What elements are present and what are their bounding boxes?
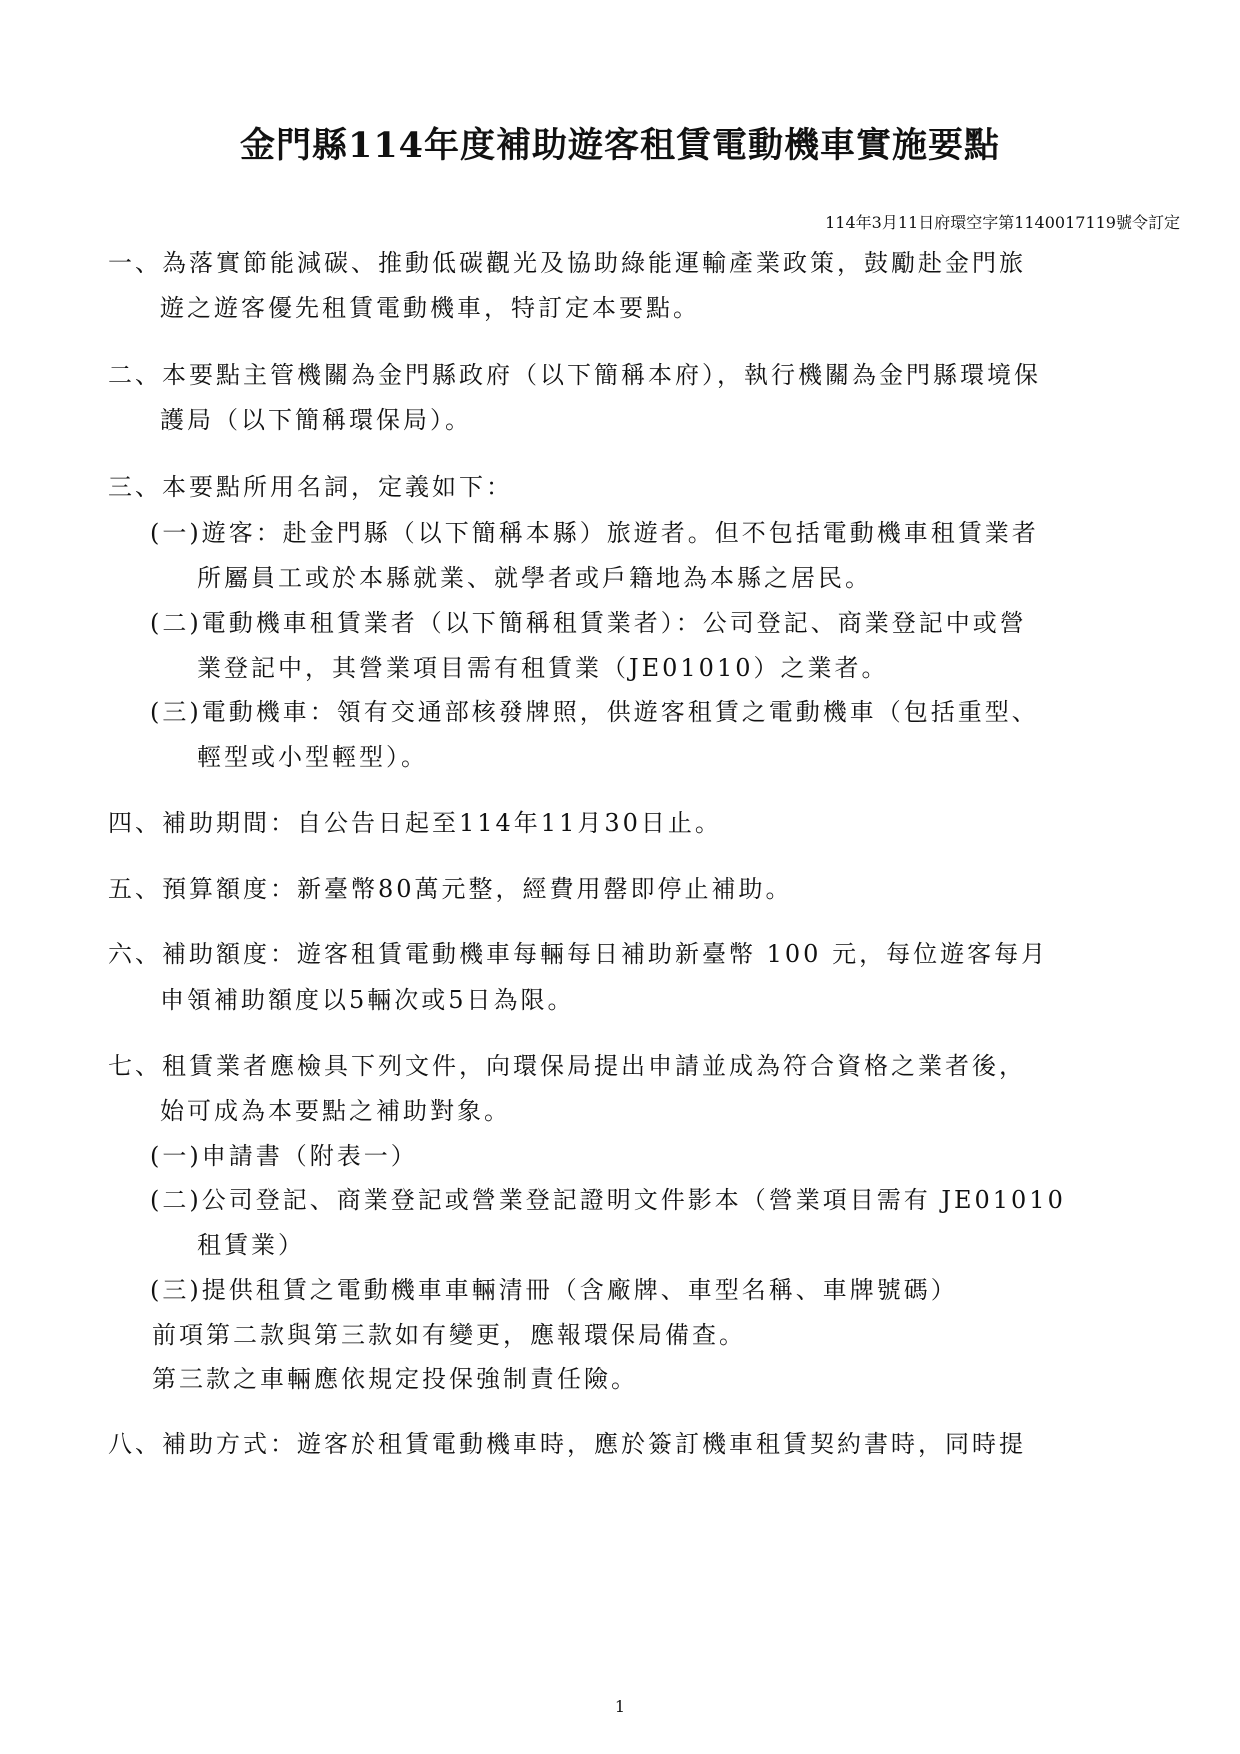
text-line: (三)電動機車：領有交通部核發牌照，供遊客租賃之電動機車（包括重型、 <box>150 698 1039 726</box>
text-line: 業登記中，其營業項目需有租賃業（JE01010）之業者。 <box>197 654 889 682</box>
text-line: 五、預算額度：新臺幣80萬元整，經費用罄即停止補助。 <box>108 875 793 903</box>
text-line: 租賃業） <box>197 1231 305 1259</box>
text-line: 三、本要點所用名詞，定義如下： <box>108 473 513 501</box>
text-line: 遊之遊客優先租賃電動機車，特訂定本要點。 <box>160 294 700 322</box>
text-line: 申領補助額度以5輛次或5日為限。 <box>160 986 575 1014</box>
text-line: (一)遊客：赴金門縣（以下簡稱本縣）旅遊者。但不包括電動機車租賃業者 <box>150 519 1039 547</box>
text-line: (一)申請書（附表一） <box>150 1142 418 1170</box>
text-line: 前項第二款與第三款如有變更，應報環保局備查。 <box>152 1321 746 1349</box>
text-line: 輕型或小型輕型）。 <box>197 743 428 771</box>
text-line: (三)提供租賃之電動機車車輛清冊（含廠牌、車型名稱、車牌號碼） <box>150 1276 958 1304</box>
text-line: 七、租賃業者應檢具下列文件，向環保局提出申請並成為符合資格之業者後， <box>108 1052 1026 1080</box>
text-line: 二、本要點主管機關為金門縣政府（以下簡稱本府），執行機關為金門縣環境保 <box>108 361 1041 389</box>
document-title: 金門縣114年度補助遊客租賃電動機車實施要點 <box>239 125 1001 166</box>
page-number: 1 <box>614 1697 626 1716</box>
decree-line: 114年3月11日府環空字第1140017119號令訂定 <box>825 213 1180 232</box>
text-line: 四、補助期間：自公告日起至114年11月30日止。 <box>108 809 722 837</box>
text-line: (二)公司登記、商業登記或營業登記證明文件影本（營業項目需有 JE01010 <box>150 1186 1066 1214</box>
text-line: 八、補助方式：遊客於租賃電動機車時，應於簽訂機車租賃契約書時，同時提 <box>108 1430 1026 1458</box>
text-line: 護局（以下簡稱環保局）。 <box>160 406 472 434</box>
text-line: 始可成為本要點之補助對象。 <box>160 1097 511 1125</box>
text-line: (二)電動機車租賃業者（以下簡稱租賃業者）：公司登記、商業登記中或營 <box>150 609 1027 637</box>
text-line: 一、為落實節能減碳、推動低碳觀光及協助綠能運輸產業政策，鼓勵赴金門旅 <box>108 249 1026 277</box>
text-line: 所屬員工或於本縣就業、就學者或戶籍地為本縣之居民。 <box>197 564 872 592</box>
text-line: 第三款之車輛應依規定投保強制責任險。 <box>152 1365 638 1393</box>
text-line: 六、補助額度：遊客租賃電動機車每輛每日補助新臺幣 100 元，每位遊客每月 <box>108 940 1049 968</box>
